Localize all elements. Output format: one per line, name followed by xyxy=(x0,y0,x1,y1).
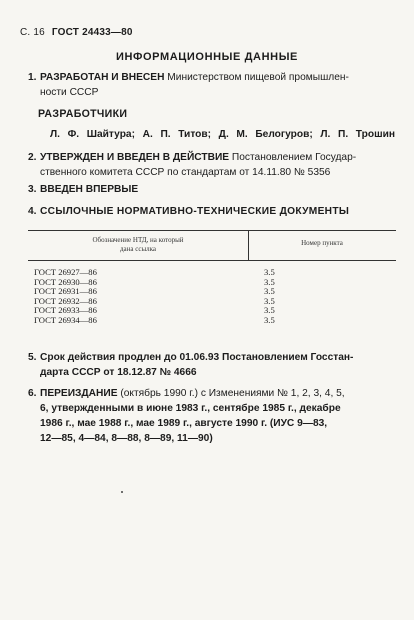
table-cell-clause: 3.5 xyxy=(264,276,275,287)
section-title: ИНФОРМАЦИОННЫЕ ДАННЫЕ xyxy=(115,51,298,63)
reference-table xyxy=(28,230,396,330)
table-cell-document: ГОСТ 26930—86 xyxy=(34,276,97,287)
table-header-document-line1: Обозначение НТД, на который xyxy=(92,236,184,244)
item-3 xyxy=(28,182,400,197)
item-1-text-line2: ности СССР xyxy=(40,87,99,98)
table-cell-clause: 3.5 xyxy=(264,267,275,277)
table-top-rule xyxy=(28,230,396,231)
item-5-number: 5. xyxy=(28,352,37,363)
running-header xyxy=(20,27,133,38)
table-cell-clause: 3.5 xyxy=(264,295,275,306)
item-5-text-line2: дарта СССР от 18.12.87 № 4666 xyxy=(40,367,197,378)
item-6-number: 6. xyxy=(28,388,37,399)
item-2-heading: УТВЕРЖДЕН И ВВЕДЕН В ДЕЙСТВИЕ xyxy=(40,152,230,163)
item-3-number: 3. xyxy=(28,184,37,195)
item-1-heading: РАЗРАБОТАН И ВНЕСЕН xyxy=(40,72,165,83)
item-2-text-line2: ственного комитета СССР по стандартам от 14.11.80 № 5356 xyxy=(40,167,331,178)
page-number: С. 16 xyxy=(20,27,45,38)
table-header-rule xyxy=(28,260,396,261)
table-cell-document: ГОСТ 26933—86 xyxy=(34,305,97,316)
item-6-heading: ПЕРЕИЗДАНИЕ xyxy=(40,388,118,399)
item-2-number: 2. xyxy=(28,152,37,163)
standard-code: ГОСТ 24433—80 xyxy=(51,27,133,38)
item-6 xyxy=(28,386,400,446)
item-2-text-line1: Постановлением Государ- xyxy=(229,152,357,163)
item-4-number: 4. xyxy=(28,206,37,217)
item-6-text-line3: 1986 г., мае 1988 г., мае 1989 г., августе 1990 г. (ИУС 9—83, xyxy=(40,418,328,429)
item-5-text-line1: Срок действия продлен до 01.06.93 Постановлением Госстан- xyxy=(40,352,354,363)
table-cell-document: ГОСТ 26934—86 xyxy=(34,314,97,325)
table-cell-document: ГОСТ 26931—86 xyxy=(34,286,97,297)
item-2 xyxy=(28,150,400,180)
item-1-number: 1. xyxy=(28,72,37,83)
table-header-document-line2: дана ссылка xyxy=(119,245,157,253)
page-speck xyxy=(121,491,123,493)
item-6-text-line4: 12—85, 4—84, 8—88, 8—89, 11—90) xyxy=(40,433,213,444)
table-cell-clause: 3.5 xyxy=(264,305,275,316)
developers-list: Л. Ф. Шайтура; А. П. Титов; Д. М. Белогуров; Л. П. Трошин xyxy=(50,129,395,140)
item-6-text-line2: 6, утвержденными в июне 1983 г., сентябре 1985 г., декабре xyxy=(40,403,341,414)
table-body xyxy=(34,268,396,326)
item-1 xyxy=(28,70,400,100)
table-row xyxy=(34,316,396,326)
item-4-heading: ССЫЛОЧНЫЕ НОРМАТИВНО-ТЕХНИЧЕСКИЕ ДОКУМЕНТЫ xyxy=(40,206,350,217)
table-header-clause: Номер пункта xyxy=(301,239,343,247)
item-1-text-line1: Министерством пищевой промышлен- xyxy=(164,72,349,83)
item-4 xyxy=(28,204,400,219)
table-cell-clause: 3.5 xyxy=(264,314,275,325)
table-cell-document: ГОСТ 26927—86 xyxy=(34,267,97,277)
item-6-text-line1: (октябрь 1990 г.) с Изменениями № 1, 2, 3, 4, 5, xyxy=(117,388,345,399)
item-3-heading: ВВЕДЕН ВПЕРВЫЕ xyxy=(40,184,139,195)
table-header-document xyxy=(28,236,248,254)
table-cell-clause: 3.5 xyxy=(264,286,275,297)
table-cell-document: ГОСТ 26932—86 xyxy=(34,295,97,306)
developers-heading: РАЗРАБОТЧИКИ xyxy=(38,108,128,120)
item-5 xyxy=(28,350,400,380)
